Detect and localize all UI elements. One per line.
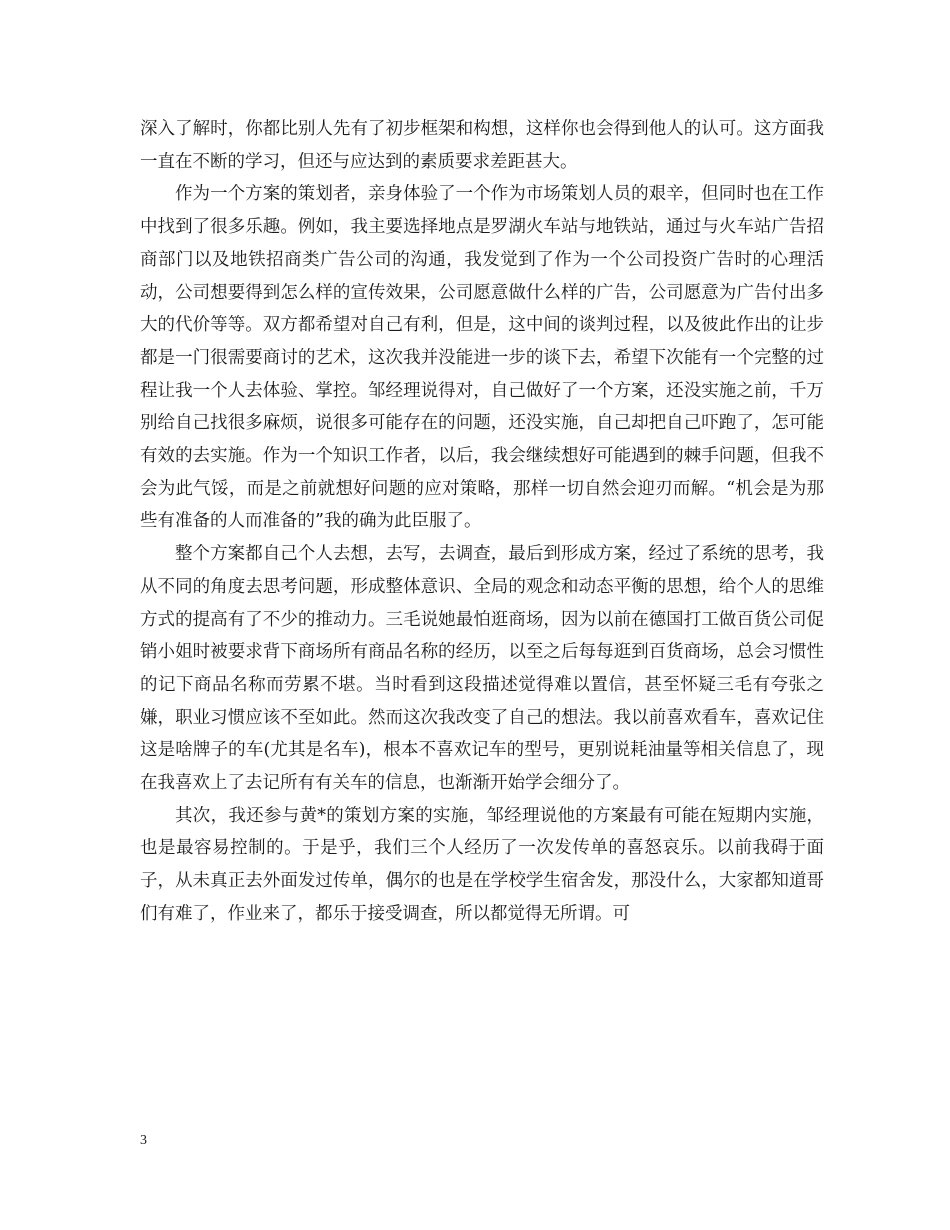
paragraph-2: 作为一个方案的策划者，亲身体验了一个作为市场策划人员的艰辛，但同时也在工作中找到了很多乐趣。例如，我主要选择地点是罗湖火车站与地铁站，通过与火车站广告招商部门以及地铁招商类广告公司的沟通，我发觉到了作为一个公司投资广告时的心理活动，公司想要得到怎么样的宣传效果，公司愿意做什么样的广告，公司愿意为广告付出多大的代价等等。双方都希望对自己有利，但是，这中间的谈判过程，以及彼此作出的让步都是一门很需要商讨的艺术，这次我并没能进一步的谈下去，希望下次能有一个完整的过程让我一个人去体验、掌控。邹经理说得对，自己做好了一个方案，还没实施之前，千万别给自己找很多麻烦，说很多可能存在的问题，还没实施，自己却把自己吓跑了，怎可能有效的去实施。作为一个知识工作者，以后，我会继续想好可能遇到的棘手问题，但我不会为此气馁，而是之前就想好问题的应对策略，那样一切自然会迎刃而解。“机会是为那些有准备的人而准备的”我的确为此臣服了。 — [140, 184, 824, 532]
paragraph-4: 其次，我还参与黄*的策划方案的实施，邹经理说他的方案最有可能在短期内实施，也是最容易控制的。于是乎，我们三个人经历了一次发传单的喜怒哀乐。以前我碍于面子，从未真正去外面发过传单，偶尔的也是在学校学生宿舍发，那没什么，大家都知道哥们有难了，作业来了，都乐于接受调查，所以都觉得无所谓。可 — [140, 805, 824, 924]
page-number: 3 — [140, 1133, 147, 1148]
body-text — [140, 113, 824, 931]
paragraph-1: 深入了解时，你都比别人先有了初步框架和构想，这样你也会得到他人的认可。这方面我一直在不断的学习，但还与应达到的素质要求差距甚大。 — [140, 119, 824, 172]
paragraph-3: 整个方案都自己个人去想，去写，去调查，最后到形成方案，经过了系统的思考，我从不同的角度去思考问题，形成整体意识、全局的观念和动态平衡的思想，给个人的思维方式的提高有了不少的推动力。三毛说她最怕逛商场，因为以前在德国打工做百货公司促销小姐时被要求背下商场所有商品名称的经历，以至之后每每逛到百货商场，总会习惯性的记下商品名称而劳累不堪。当时看到这段描述觉得难以置信，甚至怀疑三毛有夸张之嫌，职业习惯应该不至如此。然而这次我改变了自己的想法。我以前喜欢看车，喜欢记住这是啥牌子的车(尤其是名车)，根本不喜欢记车的型号，更别说耗油量等相关信息了，现在我喜欢上了去记所有有关车的信息，也渐渐开始学会细分了。 — [140, 544, 824, 794]
